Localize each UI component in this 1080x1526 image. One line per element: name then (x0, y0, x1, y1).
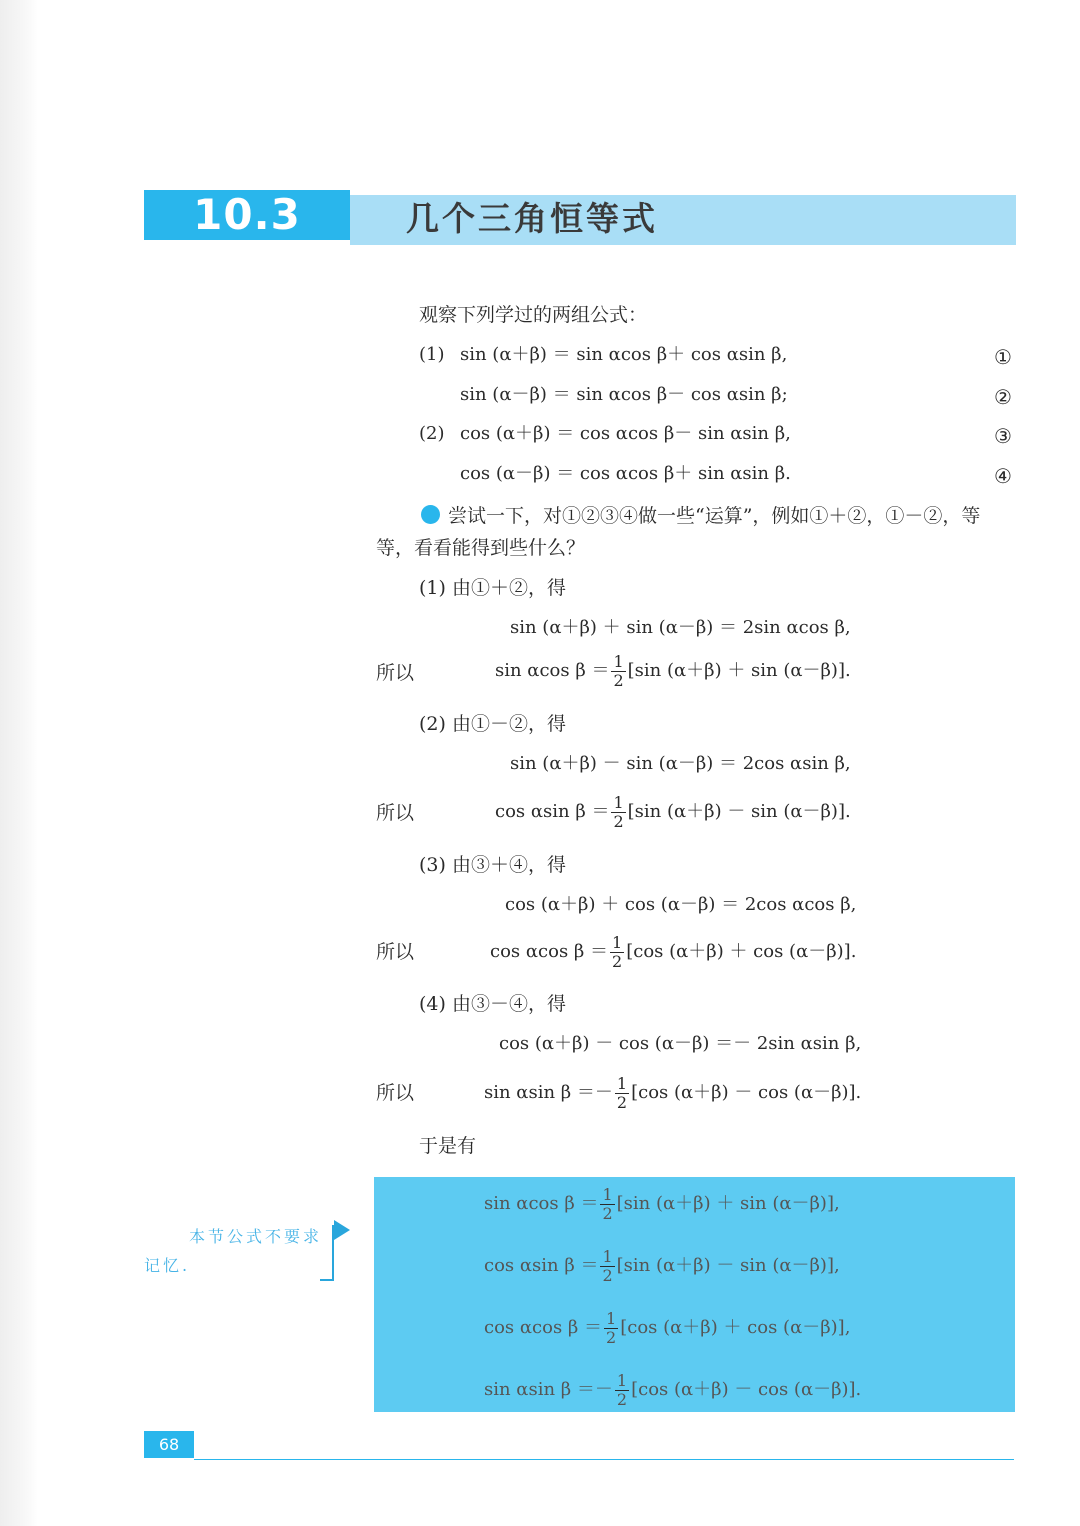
section-title: 几个三角恒等式 (406, 199, 658, 238)
formula-3: cos (α＋β) ＝ cos αcos β－ sin αsin β, (460, 423, 791, 444)
half-fraction: $\frac{1}{2}$ (616, 1370, 628, 1409)
try-prompt-text: 尝试一下，对①②③④做一些“运算”，例如①＋②，①－②，等 (448, 505, 981, 527)
formula-2: sin (α－β) ＝ sin αcos β－ cos αsin β; (460, 384, 788, 405)
bullet-dot-icon (421, 505, 440, 524)
step-1-so: 所以 (376, 662, 415, 684)
section-number: 10.3 (144, 190, 350, 240)
step-2-equation: sin (α＋β) － sin (α－β) ＝ 2cos αsin β, (510, 753, 851, 774)
step-3-result-rhs: [cos (α＋β) ＋ cos (α－β)]. (626, 941, 857, 962)
step-3-result-lhs: cos αcos β ＝ (490, 941, 609, 962)
section-title-bar (350, 195, 1016, 245)
summary-formula-3: cos αcos β ＝ $\frac{1}{2}$ [cos (α＋β) ＋ cos (α－β)], (484, 1308, 851, 1347)
step-4-result (484, 1070, 861, 1116)
formula-3-label: (2) (419, 423, 445, 444)
margin-note-line-2: 记忆. (144, 1256, 191, 1275)
step-4-result-rhs: [cos (α＋β) － cos (α－β)]. (631, 1082, 862, 1103)
step-1-result (495, 648, 851, 694)
try-prompt-line-2: 等，看看能得到些什么？ (376, 537, 586, 559)
book-spine-shadow (0, 0, 38, 1526)
formula-4: cos (α－β) ＝ cos αcos β＋ sin αsin β. (460, 463, 791, 484)
half-fraction: $\frac{1}{2}$ (613, 792, 624, 831)
margin-note-line-1: 本节公式不要求 (188, 1227, 322, 1246)
half-fraction: $\frac{1}{2}$ (612, 932, 623, 971)
half-fraction: $\frac{1}{2}$ (602, 1246, 613, 1285)
step-2-result-rhs: [sin (α＋β) － sin (α－β)]. (627, 801, 851, 822)
step-2-result (495, 789, 851, 835)
step-1-equation: sin (α＋β) ＋ sin (α－β) ＝ 2sin αcos β, (510, 617, 851, 638)
footer-rule (194, 1459, 1014, 1460)
half-fraction: $\frac{1}{2}$ (606, 1308, 617, 1347)
half-fraction: $\frac{1}{2}$ (616, 1073, 628, 1112)
step-4-equation: cos (α＋β) － cos (α－β) ＝－ 2sin αsin β, (499, 1033, 862, 1054)
step-3-heading: (3) 由③＋④，得 (419, 854, 566, 876)
formula-1-label: (1) (419, 344, 445, 365)
formula-2-number: ② (994, 385, 1012, 409)
try-prompt-line-1 (421, 503, 980, 529)
step-2-so: 所以 (376, 802, 415, 824)
intro-text: 观察下列学过的两组公式： (419, 304, 648, 326)
step-2-heading: (2) 由①－②，得 (419, 713, 566, 735)
summary-formula-2: cos αsin β ＝ $\frac{1}{2}$ [sin (α＋β) － sin (α－β)], (484, 1246, 840, 1285)
step-3-so: 所以 (376, 941, 415, 963)
page-number: 68 (144, 1431, 194, 1458)
half-fraction: $\frac{1}{2}$ (602, 1184, 613, 1223)
formula-1: sin (α＋β) ＝ sin αcos β＋ cos αsin β, (460, 344, 788, 365)
formula-4-number: ④ (994, 464, 1012, 488)
summary-formula-box (374, 1177, 1015, 1412)
step-4-result-lhs: sin αsin β ＝－ (484, 1082, 613, 1103)
step-3-equation: cos (α＋β) ＋ cos (α－β) ＝ 2cos αcos β, (505, 894, 857, 915)
summary-formula-4: sin αsin β ＝－ $\frac{1}{2}$ [cos (α＋β) － cos (α－β)]. (484, 1370, 862, 1409)
step-1-result-lhs: sin αcos β ＝ (495, 660, 610, 681)
formula-1-number: ① (994, 345, 1012, 369)
summary-formula-1: sin αcos β ＝ $\frac{1}{2}$ [sin (α＋β) ＋ sin (α－β)], (484, 1184, 840, 1223)
margin-note (144, 1222, 330, 1280)
flag-arrow-icon (334, 1220, 350, 1240)
margin-note-bracket (320, 1225, 334, 1281)
step-1-result-rhs: [sin (α＋β) ＋ sin (α－β)]. (627, 660, 851, 681)
step-4-heading: (4) 由③－④，得 (419, 993, 566, 1015)
thus-text: 于是有 (419, 1135, 477, 1157)
half-fraction: $\frac{1}{2}$ (613, 651, 624, 690)
step-1-heading: (1) 由①＋②，得 (419, 577, 566, 599)
formula-3-number: ③ (994, 424, 1012, 448)
step-2-result-lhs: cos αsin β ＝ (495, 801, 610, 822)
step-3-result (490, 929, 856, 975)
step-4-so: 所以 (376, 1082, 415, 1104)
